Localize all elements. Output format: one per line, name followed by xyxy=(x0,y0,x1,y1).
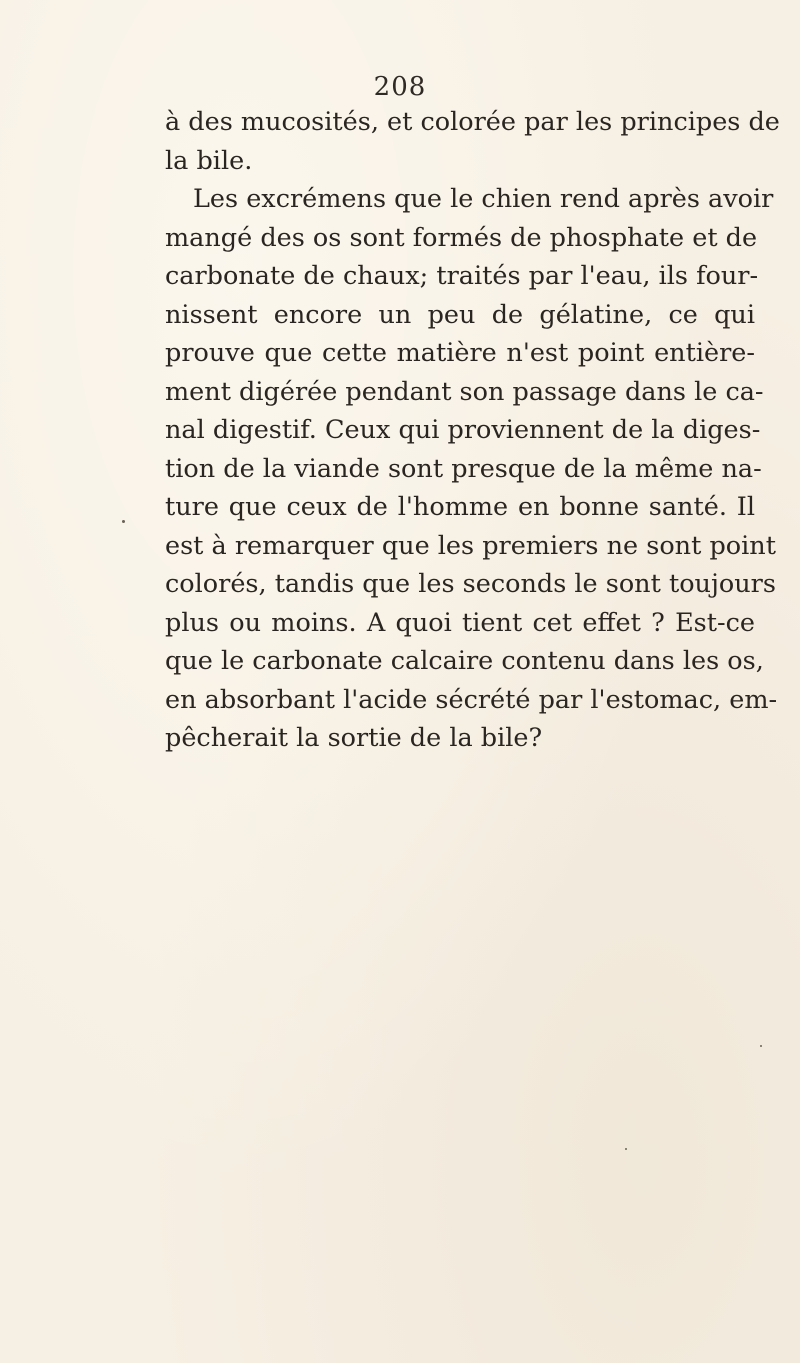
text-line: ture que ceux de l'homme en bonne santé. Il xyxy=(165,492,755,522)
paper-speck xyxy=(625,1148,627,1150)
text-line: carbonate de chaux; traités par l'eau, ils four- xyxy=(165,261,759,291)
text-line: en absorbant l'acide sécrété par l'estomac, em- xyxy=(165,684,778,715)
text-line: prouve que cette matière n'est point entière- xyxy=(165,338,755,368)
text-line: tion de la viande sont presque de la même na- xyxy=(165,453,762,484)
text-line: la bile. xyxy=(165,145,253,176)
paper-speck xyxy=(760,1045,762,1047)
body-text xyxy=(165,103,780,758)
text-line: plus ou moins. A quoi tient cet effet ? Est-ce xyxy=(165,607,755,638)
text-line: nissent encore un peu de gélatine, ce qui xyxy=(165,299,755,330)
paper-speck xyxy=(122,520,125,523)
text-line: nal digestif. Ceux qui proviennent de la diges- xyxy=(165,415,761,445)
text-line: ment digérée pendant son passage dans le ca- xyxy=(165,376,764,407)
text-line: colorés, tandis que les seconds le sont toujours xyxy=(165,569,776,599)
text-line: mangé des os sont formés de phosphate et de xyxy=(165,222,758,253)
page-number: 208 xyxy=(373,72,427,102)
text-line: à des mucosités, et colorée par les principes de xyxy=(165,107,780,137)
text-line: est à remarquer que les premiers ne sont point xyxy=(165,530,776,561)
text-line: Les excrémens que le chien rend après avoir xyxy=(193,184,774,214)
text-line: que le carbonate calcaire contenu dans les os, xyxy=(165,646,764,676)
text-line: pêcherait la sortie de la bile? xyxy=(165,723,543,753)
